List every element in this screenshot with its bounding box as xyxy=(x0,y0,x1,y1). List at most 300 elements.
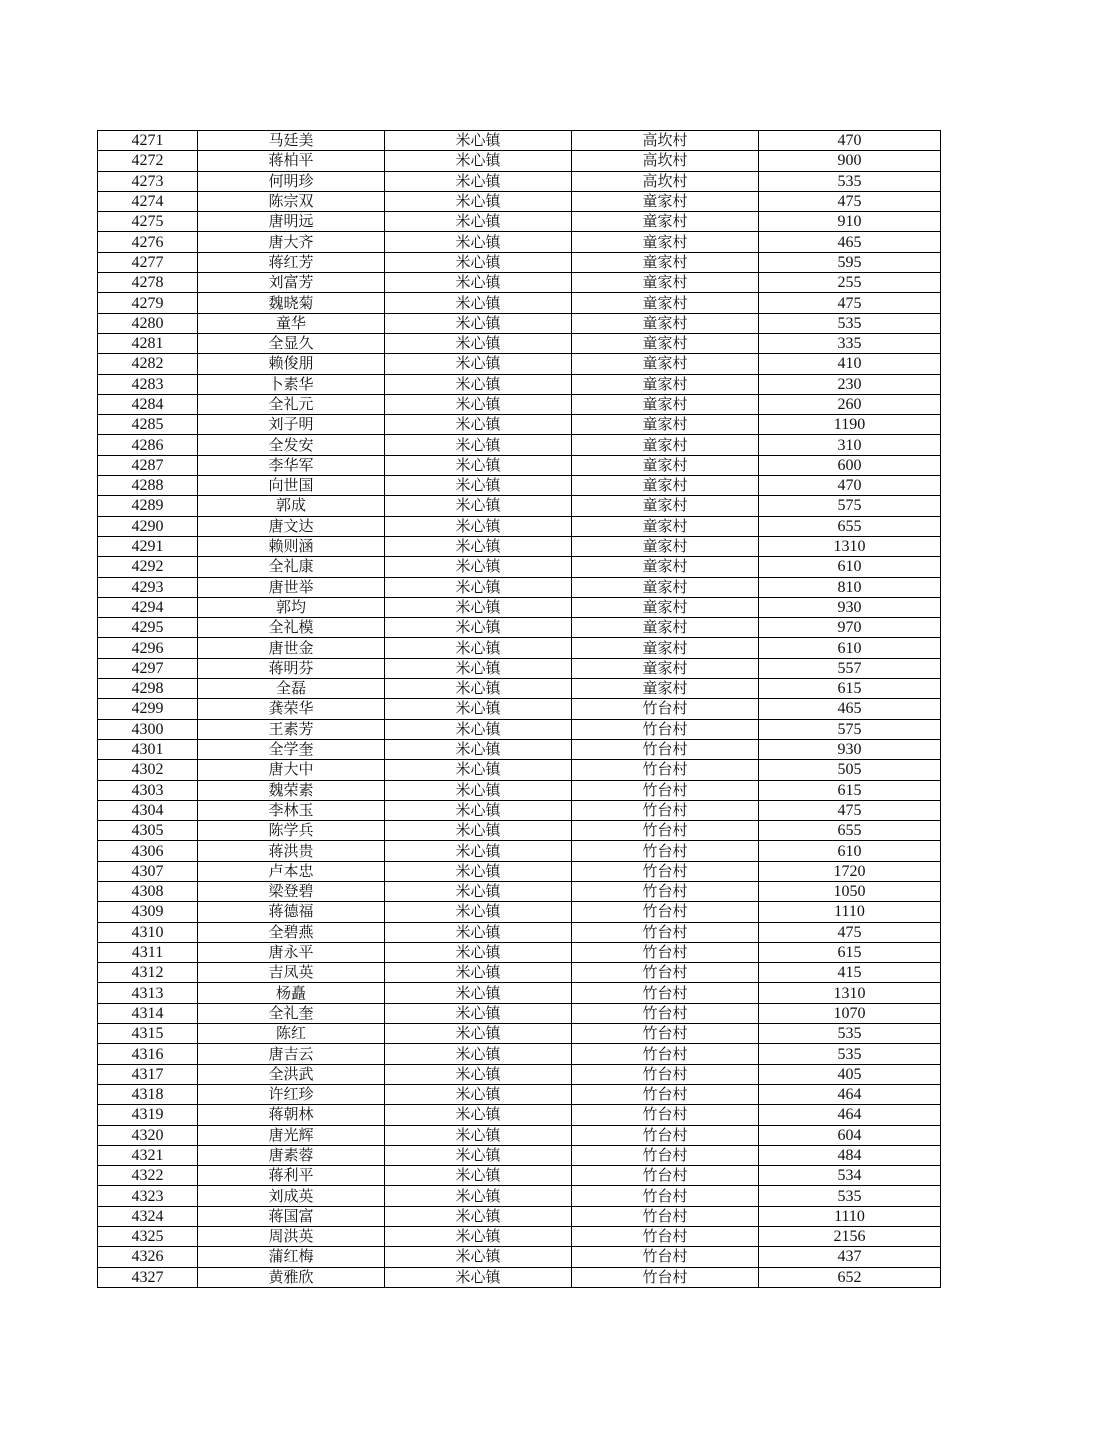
person-name-cell: 唐大中 xyxy=(198,760,385,780)
village-name-cell: 高坎村 xyxy=(572,171,759,191)
table-row xyxy=(98,171,941,191)
town-name-cell: 米心镇 xyxy=(385,354,572,374)
town-name-cell: 米心镇 xyxy=(385,597,572,617)
town-name-cell: 米心镇 xyxy=(385,151,572,171)
town-name-cell: 米心镇 xyxy=(385,293,572,313)
person-name-cell: 全碧燕 xyxy=(198,922,385,942)
town-name-cell: 米心镇 xyxy=(385,557,572,577)
village-name-cell: 童家村 xyxy=(572,354,759,374)
person-name-cell: 刘子明 xyxy=(198,415,385,435)
amount-cell: 437 xyxy=(759,1247,941,1267)
amount-cell: 405 xyxy=(759,1064,941,1084)
amount-cell: 1070 xyxy=(759,1003,941,1023)
person-name-cell: 童华 xyxy=(198,313,385,333)
table-row xyxy=(98,394,941,414)
town-name-cell: 米心镇 xyxy=(385,1186,572,1206)
table-row xyxy=(98,1044,941,1064)
row-number-cell: 4323 xyxy=(98,1186,198,1206)
amount-cell: 655 xyxy=(759,821,941,841)
town-name-cell: 米心镇 xyxy=(385,1105,572,1125)
table-row xyxy=(98,333,941,353)
village-name-cell: 竹台村 xyxy=(572,1145,759,1165)
row-number-cell: 4282 xyxy=(98,354,198,374)
amount-cell: 475 xyxy=(759,800,941,820)
village-name-cell: 童家村 xyxy=(572,536,759,556)
town-name-cell: 米心镇 xyxy=(385,1145,572,1165)
village-name-cell: 童家村 xyxy=(572,212,759,232)
table-row xyxy=(98,1206,941,1226)
table-row xyxy=(98,1024,941,1044)
person-name-cell: 梁登碧 xyxy=(198,881,385,901)
village-name-cell: 童家村 xyxy=(572,252,759,272)
row-number-cell: 4303 xyxy=(98,780,198,800)
person-name-cell: 陈学兵 xyxy=(198,821,385,841)
table-row xyxy=(98,739,941,759)
amount-cell: 484 xyxy=(759,1145,941,1165)
table-row xyxy=(98,1247,941,1267)
table-row xyxy=(98,232,941,252)
table-row xyxy=(98,496,941,516)
town-name-cell: 米心镇 xyxy=(385,983,572,1003)
row-number-cell: 4295 xyxy=(98,618,198,638)
village-name-cell: 竹台村 xyxy=(572,1044,759,1064)
table-row xyxy=(98,821,941,841)
table-row xyxy=(98,1125,941,1145)
town-name-cell: 米心镇 xyxy=(385,171,572,191)
village-name-cell: 童家村 xyxy=(572,333,759,353)
amount-cell: 575 xyxy=(759,496,941,516)
table-row xyxy=(98,374,941,394)
town-name-cell: 米心镇 xyxy=(385,577,572,597)
table-row xyxy=(98,597,941,617)
table-row xyxy=(98,557,941,577)
town-name-cell: 米心镇 xyxy=(385,252,572,272)
table-row xyxy=(98,638,941,658)
village-name-cell: 童家村 xyxy=(572,455,759,475)
row-number-cell: 4321 xyxy=(98,1145,198,1165)
town-name-cell: 米心镇 xyxy=(385,902,572,922)
village-name-cell: 竹台村 xyxy=(572,963,759,983)
village-name-cell: 童家村 xyxy=(572,313,759,333)
amount-cell: 410 xyxy=(759,354,941,374)
village-name-cell: 童家村 xyxy=(572,618,759,638)
amount-cell: 475 xyxy=(759,293,941,313)
town-name-cell: 米心镇 xyxy=(385,374,572,394)
village-name-cell: 竹台村 xyxy=(572,1247,759,1267)
row-number-cell: 4306 xyxy=(98,841,198,861)
row-number-cell: 4298 xyxy=(98,679,198,699)
village-name-cell: 竹台村 xyxy=(572,780,759,800)
village-name-cell: 童家村 xyxy=(572,597,759,617)
village-name-cell: 童家村 xyxy=(572,273,759,293)
table-row xyxy=(98,1084,941,1104)
row-number-cell: 4311 xyxy=(98,942,198,962)
village-name-cell: 童家村 xyxy=(572,374,759,394)
person-name-cell: 全礼奎 xyxy=(198,1003,385,1023)
row-number-cell: 4304 xyxy=(98,800,198,820)
amount-cell: 575 xyxy=(759,719,941,739)
amount-cell: 1310 xyxy=(759,536,941,556)
person-name-cell: 全发安 xyxy=(198,435,385,455)
row-number-cell: 4312 xyxy=(98,963,198,983)
amount-cell: 255 xyxy=(759,273,941,293)
town-name-cell: 米心镇 xyxy=(385,739,572,759)
table-row xyxy=(98,1064,941,1084)
row-number-cell: 4278 xyxy=(98,273,198,293)
village-name-cell: 竹台村 xyxy=(572,861,759,881)
town-name-cell: 米心镇 xyxy=(385,881,572,901)
table-row xyxy=(98,536,941,556)
town-name-cell: 米心镇 xyxy=(385,1267,572,1287)
village-name-cell: 童家村 xyxy=(572,516,759,536)
amount-cell: 464 xyxy=(759,1105,941,1125)
person-name-cell: 卜素华 xyxy=(198,374,385,394)
table-row xyxy=(98,151,941,171)
town-name-cell: 米心镇 xyxy=(385,963,572,983)
village-name-cell: 竹台村 xyxy=(572,1267,759,1287)
row-number-cell: 4308 xyxy=(98,881,198,901)
town-name-cell: 米心镇 xyxy=(385,415,572,435)
town-name-cell: 米心镇 xyxy=(385,942,572,962)
amount-cell: 557 xyxy=(759,658,941,678)
amount-cell: 610 xyxy=(759,557,941,577)
village-name-cell: 竹台村 xyxy=(572,1166,759,1186)
row-number-cell: 4318 xyxy=(98,1084,198,1104)
amount-cell: 505 xyxy=(759,760,941,780)
person-name-cell: 刘成英 xyxy=(198,1186,385,1206)
table-row xyxy=(98,516,941,536)
person-name-cell: 全磊 xyxy=(198,679,385,699)
town-name-cell: 米心镇 xyxy=(385,699,572,719)
town-name-cell: 米心镇 xyxy=(385,1247,572,1267)
town-name-cell: 米心镇 xyxy=(385,800,572,820)
amount-cell: 1190 xyxy=(759,415,941,435)
table-row xyxy=(98,1166,941,1186)
village-name-cell: 童家村 xyxy=(572,232,759,252)
village-name-cell: 竹台村 xyxy=(572,1084,759,1104)
person-name-cell: 全显久 xyxy=(198,333,385,353)
town-name-cell: 米心镇 xyxy=(385,1084,572,1104)
table-row xyxy=(98,618,941,638)
person-name-cell: 向世国 xyxy=(198,476,385,496)
town-name-cell: 米心镇 xyxy=(385,1003,572,1023)
town-name-cell: 米心镇 xyxy=(385,1064,572,1084)
row-number-cell: 4315 xyxy=(98,1024,198,1044)
village-name-cell: 竹台村 xyxy=(572,942,759,962)
row-number-cell: 4285 xyxy=(98,415,198,435)
town-name-cell: 米心镇 xyxy=(385,476,572,496)
person-name-cell: 李林玉 xyxy=(198,800,385,820)
person-name-cell: 陈红 xyxy=(198,1024,385,1044)
person-name-cell: 蒲红梅 xyxy=(198,1247,385,1267)
village-name-cell: 童家村 xyxy=(572,557,759,577)
row-number-cell: 4319 xyxy=(98,1105,198,1125)
table-row xyxy=(98,212,941,232)
amount-cell: 470 xyxy=(759,476,941,496)
row-number-cell: 4280 xyxy=(98,313,198,333)
row-number-cell: 4289 xyxy=(98,496,198,516)
town-name-cell: 米心镇 xyxy=(385,1044,572,1064)
row-number-cell: 4316 xyxy=(98,1044,198,1064)
table-row xyxy=(98,699,941,719)
village-name-cell: 竹台村 xyxy=(572,760,759,780)
village-name-cell: 童家村 xyxy=(572,293,759,313)
table-row xyxy=(98,435,941,455)
town-name-cell: 米心镇 xyxy=(385,516,572,536)
table-body xyxy=(98,131,941,1288)
table-row xyxy=(98,577,941,597)
row-number-cell: 4283 xyxy=(98,374,198,394)
amount-cell: 415 xyxy=(759,963,941,983)
person-name-cell: 蒋朝林 xyxy=(198,1105,385,1125)
table-row xyxy=(98,131,941,151)
village-name-cell: 竹台村 xyxy=(572,719,759,739)
amount-cell: 610 xyxy=(759,638,941,658)
person-name-cell: 全洪武 xyxy=(198,1064,385,1084)
amount-cell: 470 xyxy=(759,131,941,151)
village-name-cell: 竹台村 xyxy=(572,1206,759,1226)
table-row xyxy=(98,273,941,293)
amount-cell: 600 xyxy=(759,455,941,475)
amount-cell: 230 xyxy=(759,374,941,394)
row-number-cell: 4273 xyxy=(98,171,198,191)
town-name-cell: 米心镇 xyxy=(385,131,572,151)
person-name-cell: 陈宗双 xyxy=(198,191,385,211)
table-row xyxy=(98,881,941,901)
person-name-cell: 全礼元 xyxy=(198,394,385,414)
village-name-cell: 竹台村 xyxy=(572,881,759,901)
village-name-cell: 竹台村 xyxy=(572,739,759,759)
amount-cell: 652 xyxy=(759,1267,941,1287)
person-name-cell: 龚荣华 xyxy=(198,699,385,719)
person-name-cell: 蒋利平 xyxy=(198,1166,385,1186)
person-name-cell: 魏晓菊 xyxy=(198,293,385,313)
row-number-cell: 4314 xyxy=(98,1003,198,1023)
amount-cell: 1110 xyxy=(759,1206,941,1226)
village-name-cell: 竹台村 xyxy=(572,922,759,942)
row-number-cell: 4300 xyxy=(98,719,198,739)
table-row xyxy=(98,1145,941,1165)
person-name-cell: 唐文达 xyxy=(198,516,385,536)
person-name-cell: 杨矗 xyxy=(198,983,385,1003)
person-name-cell: 周洪英 xyxy=(198,1227,385,1247)
row-number-cell: 4305 xyxy=(98,821,198,841)
village-name-cell: 竹台村 xyxy=(572,902,759,922)
town-name-cell: 米心镇 xyxy=(385,638,572,658)
amount-cell: 465 xyxy=(759,232,941,252)
row-number-cell: 4297 xyxy=(98,658,198,678)
town-name-cell: 米心镇 xyxy=(385,536,572,556)
amount-cell: 615 xyxy=(759,679,941,699)
row-number-cell: 4324 xyxy=(98,1206,198,1226)
row-number-cell: 4281 xyxy=(98,333,198,353)
table-row xyxy=(98,942,941,962)
row-number-cell: 4288 xyxy=(98,476,198,496)
table-row xyxy=(98,963,941,983)
town-name-cell: 米心镇 xyxy=(385,760,572,780)
person-name-cell: 唐世举 xyxy=(198,577,385,597)
village-name-cell: 童家村 xyxy=(572,415,759,435)
row-number-cell: 4313 xyxy=(98,983,198,1003)
table-row xyxy=(98,679,941,699)
person-name-cell: 赖俊朋 xyxy=(198,354,385,374)
table-row xyxy=(98,841,941,861)
town-name-cell: 米心镇 xyxy=(385,821,572,841)
town-name-cell: 米心镇 xyxy=(385,212,572,232)
row-number-cell: 4286 xyxy=(98,435,198,455)
row-number-cell: 4284 xyxy=(98,394,198,414)
village-name-cell: 高坎村 xyxy=(572,151,759,171)
town-name-cell: 米心镇 xyxy=(385,1024,572,1044)
amount-cell: 260 xyxy=(759,394,941,414)
town-name-cell: 米心镇 xyxy=(385,232,572,252)
person-name-cell: 全礼康 xyxy=(198,557,385,577)
amount-cell: 475 xyxy=(759,922,941,942)
village-name-cell: 竹台村 xyxy=(572,1186,759,1206)
person-name-cell: 唐世金 xyxy=(198,638,385,658)
village-name-cell: 竹台村 xyxy=(572,1003,759,1023)
row-number-cell: 4272 xyxy=(98,151,198,171)
person-name-cell: 全礼模 xyxy=(198,618,385,638)
amount-cell: 1720 xyxy=(759,861,941,881)
amount-cell: 900 xyxy=(759,151,941,171)
amount-cell: 810 xyxy=(759,577,941,597)
person-name-cell: 蒋国富 xyxy=(198,1206,385,1226)
row-number-cell: 4326 xyxy=(98,1247,198,1267)
amount-cell: 2156 xyxy=(759,1227,941,1247)
table-row xyxy=(98,780,941,800)
town-name-cell: 米心镇 xyxy=(385,618,572,638)
table-row xyxy=(98,902,941,922)
village-name-cell: 竹台村 xyxy=(572,841,759,861)
town-name-cell: 米心镇 xyxy=(385,719,572,739)
person-name-cell: 王素芳 xyxy=(198,719,385,739)
amount-cell: 534 xyxy=(759,1166,941,1186)
amount-cell: 535 xyxy=(759,313,941,333)
table-row xyxy=(98,1227,941,1247)
row-number-cell: 4277 xyxy=(98,252,198,272)
town-name-cell: 米心镇 xyxy=(385,1166,572,1186)
row-number-cell: 4294 xyxy=(98,597,198,617)
village-name-cell: 竹台村 xyxy=(572,1064,759,1084)
table-row xyxy=(98,983,941,1003)
town-name-cell: 米心镇 xyxy=(385,922,572,942)
person-name-cell: 吉凤英 xyxy=(198,963,385,983)
town-name-cell: 米心镇 xyxy=(385,191,572,211)
row-number-cell: 4292 xyxy=(98,557,198,577)
amount-cell: 655 xyxy=(759,516,941,536)
person-name-cell: 黄雅欣 xyxy=(198,1267,385,1287)
row-number-cell: 4322 xyxy=(98,1166,198,1186)
village-name-cell: 童家村 xyxy=(572,577,759,597)
person-name-cell: 蒋洪贵 xyxy=(198,841,385,861)
table-row xyxy=(98,293,941,313)
row-number-cell: 4310 xyxy=(98,922,198,942)
town-name-cell: 米心镇 xyxy=(385,780,572,800)
town-name-cell: 米心镇 xyxy=(385,394,572,414)
amount-cell: 464 xyxy=(759,1084,941,1104)
table-row xyxy=(98,455,941,475)
village-name-cell: 竹台村 xyxy=(572,983,759,1003)
person-name-cell: 全学奎 xyxy=(198,739,385,759)
table-row xyxy=(98,719,941,739)
table-row xyxy=(98,658,941,678)
person-name-cell: 郭均 xyxy=(198,597,385,617)
person-name-cell: 郭成 xyxy=(198,496,385,516)
row-number-cell: 4309 xyxy=(98,902,198,922)
row-number-cell: 4293 xyxy=(98,577,198,597)
row-number-cell: 4301 xyxy=(98,739,198,759)
table-row xyxy=(98,1186,941,1206)
table-row xyxy=(98,1003,941,1023)
amount-cell: 1110 xyxy=(759,902,941,922)
town-name-cell: 米心镇 xyxy=(385,333,572,353)
row-number-cell: 4299 xyxy=(98,699,198,719)
village-name-cell: 童家村 xyxy=(572,394,759,414)
row-number-cell: 4271 xyxy=(98,131,198,151)
amount-cell: 1050 xyxy=(759,881,941,901)
table-row xyxy=(98,313,941,333)
row-number-cell: 4325 xyxy=(98,1227,198,1247)
village-name-cell: 高坎村 xyxy=(572,131,759,151)
village-name-cell: 竹台村 xyxy=(572,1125,759,1145)
row-number-cell: 4302 xyxy=(98,760,198,780)
town-name-cell: 米心镇 xyxy=(385,1227,572,1247)
row-number-cell: 4320 xyxy=(98,1125,198,1145)
row-number-cell: 4275 xyxy=(98,212,198,232)
town-name-cell: 米心镇 xyxy=(385,496,572,516)
town-name-cell: 米心镇 xyxy=(385,1206,572,1226)
table-row xyxy=(98,252,941,272)
table-row xyxy=(98,476,941,496)
amount-cell: 535 xyxy=(759,1186,941,1206)
amount-cell: 475 xyxy=(759,191,941,211)
person-name-cell: 唐素蓉 xyxy=(198,1145,385,1165)
person-name-cell: 唐大齐 xyxy=(198,232,385,252)
village-name-cell: 竹台村 xyxy=(572,699,759,719)
row-number-cell: 4307 xyxy=(98,861,198,881)
row-number-cell: 4274 xyxy=(98,191,198,211)
amount-cell: 465 xyxy=(759,699,941,719)
town-name-cell: 米心镇 xyxy=(385,1125,572,1145)
row-number-cell: 4290 xyxy=(98,516,198,536)
table-row xyxy=(98,760,941,780)
amount-cell: 535 xyxy=(759,171,941,191)
town-name-cell: 米心镇 xyxy=(385,435,572,455)
village-name-cell: 童家村 xyxy=(572,679,759,699)
amount-cell: 604 xyxy=(759,1125,941,1145)
amount-cell: 970 xyxy=(759,618,941,638)
town-name-cell: 米心镇 xyxy=(385,679,572,699)
table-row xyxy=(98,415,941,435)
table-row xyxy=(98,800,941,820)
amount-cell: 615 xyxy=(759,942,941,962)
village-name-cell: 竹台村 xyxy=(572,1105,759,1125)
town-name-cell: 米心镇 xyxy=(385,313,572,333)
amount-cell: 310 xyxy=(759,435,941,455)
town-name-cell: 米心镇 xyxy=(385,658,572,678)
row-number-cell: 4279 xyxy=(98,293,198,313)
data-table xyxy=(97,130,941,1288)
person-name-cell: 赖则涵 xyxy=(198,536,385,556)
amount-cell: 930 xyxy=(759,739,941,759)
town-name-cell: 米心镇 xyxy=(385,455,572,475)
village-name-cell: 竹台村 xyxy=(572,1024,759,1044)
amount-cell: 535 xyxy=(759,1044,941,1064)
person-name-cell: 卢本忠 xyxy=(198,861,385,881)
amount-cell: 335 xyxy=(759,333,941,353)
person-name-cell: 唐吉云 xyxy=(198,1044,385,1064)
